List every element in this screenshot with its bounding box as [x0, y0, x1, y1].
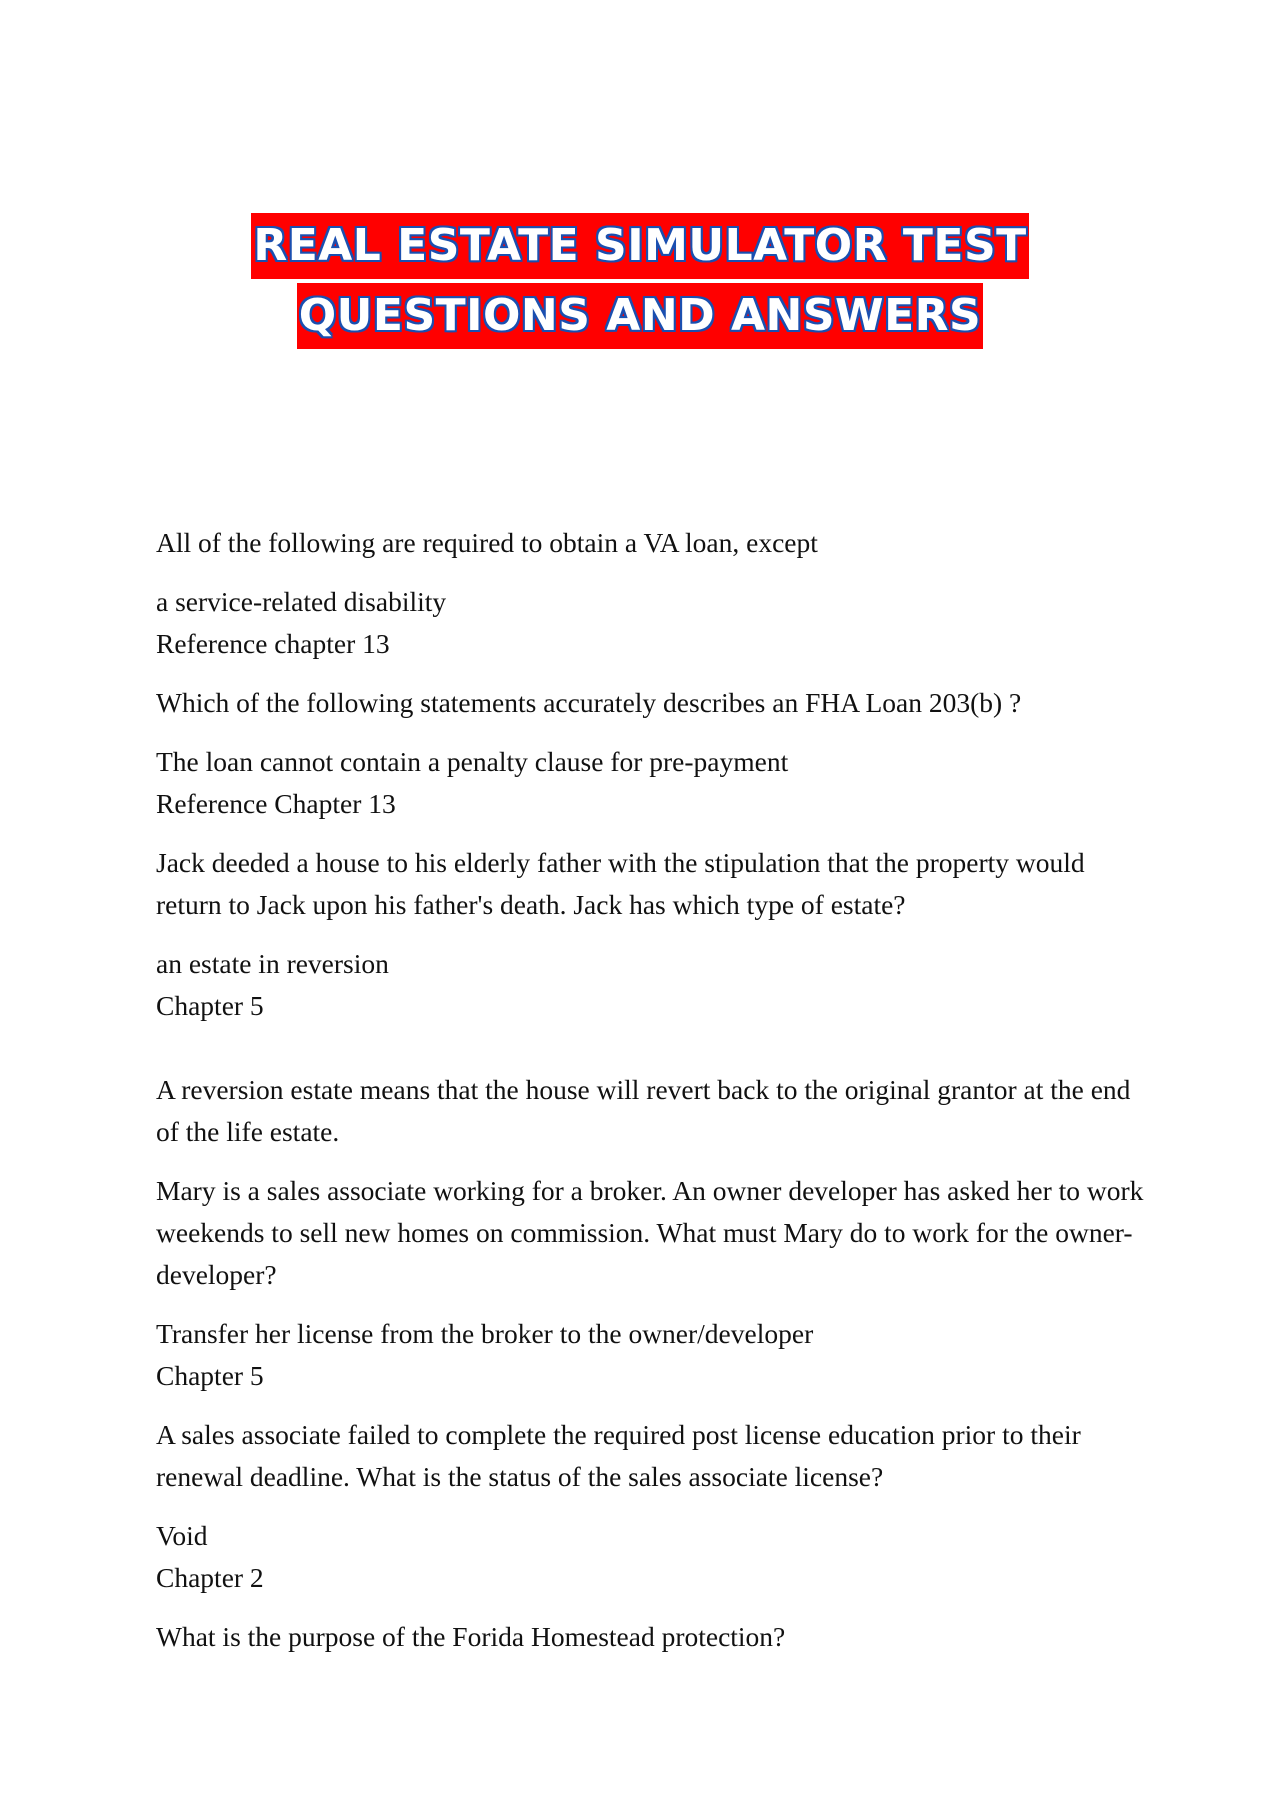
document-body [156, 522, 1146, 1675]
question-paragraph: What is the purpose of the Forida Homestead protection? [156, 1621, 786, 1652]
title-line-2: QUESTIONS AND ANSWERS [297, 283, 983, 349]
explanation-paragraph: A reversion estate means that the house will revert back to the original grantor at the end of the life estate. [156, 1074, 1131, 1147]
answer-paragraph: Void Chapter 2 [156, 1520, 264, 1593]
question-paragraph: A sales associate failed to complete the required post license education prior to their renewal deadline. What is the status of the sales associate license? [156, 1419, 1081, 1492]
answer-paragraph: an estate in reversion Chapter 5 [156, 948, 389, 1021]
question-paragraph: Jack deeded a house to his elderly father with the stipulation that the property would return to Jack upon his father's death. Jack has which type of estate? [156, 847, 1085, 920]
question-paragraph: Mary is a sales associate working for a broker. An owner developer has asked her to work weekends to sell new homes on commission. What must Mary do to work for the owner-developer? [156, 1175, 1144, 1290]
question-paragraph: Which of the following statements accurately describes an FHA Loan 203(b) ? [156, 687, 1022, 718]
question-paragraph: All of the following are required to obtain a VA loan, except [156, 527, 818, 558]
answer-paragraph: The loan cannot contain a penalty clause for pre-payment Reference Chapter 13 [156, 746, 789, 819]
title-line-1: REAL ESTATE SIMULATOR TEST [251, 213, 1028, 279]
answer-paragraph: Transfer her license from the broker to the owner/developer Chapter 5 [156, 1318, 814, 1391]
answer-paragraph: a service-related disability Reference chapter 13 [156, 586, 447, 659]
document-title [0, 213, 1280, 349]
